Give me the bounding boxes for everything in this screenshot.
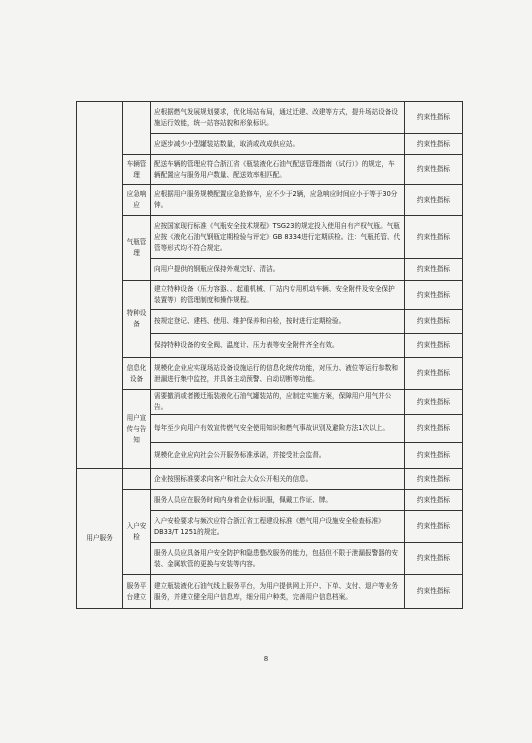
table-row [77, 216, 463, 259]
requirement-cell: 建立特种设备（压力容器、、起重机械、厂站内专用机动车辆、安全附件及安全保护装置等）的管理制度和操作规程。 [151, 281, 405, 310]
table-row [77, 281, 463, 310]
requirement-cell: 规模化企业应实现场站设备设施运行的信息化统传功能，对压力、液位等运行参数和泄漏进行集中监控，并具备主动预警、自动切断等功能。 [151, 358, 405, 390]
nature-cell: 约束性指标 [405, 490, 463, 511]
nature-cell: 约束性指标 [405, 216, 463, 259]
category-cell [77, 102, 123, 469]
requirement-cell: 入户安检要求与频次应符合浙江省工程建设标准《燃气用户设施安全检查标准》DB33/T 1251的规定。 [151, 511, 405, 543]
subcategory-cell: 信息化设备 [123, 358, 151, 390]
nature-cell: 约束性指标 [405, 443, 463, 469]
requirement-cell: 需要撤消或者搬迁瓶装液化石油气罐装站的，应制定实施方案，保障用户用气并公告。 [151, 390, 405, 415]
subcategory-cell: 车辆管理 [123, 155, 151, 185]
requirement-cell: 应根据用户服务规模配置应急抢修车，应不少于2辆，应急响应时间应小于等于30分钟。 [151, 185, 405, 216]
requirement-cell: 按规定登记、建档、使用、维护保养和自检，按时进行定期检验。 [151, 310, 405, 334]
subcategory-cell: 应急响应 [123, 185, 151, 216]
table-row [77, 469, 463, 490]
table-row [77, 358, 463, 390]
subcategory-cell: 气瓶管理 [123, 216, 151, 281]
requirement-cell: 服务人员应在服务时间内身着企业标识服，佩戴工作证、牌。 [151, 490, 405, 511]
page-number: 8 [263, 655, 269, 663]
requirement-cell: 配送车辆的管理应符合浙江省《瓶装液化石油气配送管理指南（试行）》的规定，车辆配置应与服务用户数量、配送效率相匹配。 [151, 155, 405, 185]
requirement-cell: 应按国家现行标准《气瓶安全技术规程》TSG23的规定投入使用自有产权气瓶。气瓶应按《液化石油气钢瓶定期检验与评定》GB 8334进行定期质检。注：气瓶托管、代管等形式均不符合规定。 [151, 216, 405, 259]
nature-cell: 约束性指标 [405, 185, 463, 216]
table-row [77, 490, 463, 511]
table-row [77, 390, 463, 415]
nature-cell: 约束性指标 [405, 102, 463, 134]
nature-cell: 约束性指标 [405, 390, 463, 415]
nature-cell: 约束性指标 [405, 575, 463, 609]
nature-cell: 约束性指标 [405, 155, 463, 185]
nature-cell: 约束性指标 [405, 334, 463, 358]
table-row [77, 102, 463, 134]
requirements-table [76, 101, 463, 609]
subcategory-cell: 服务平台建立 [123, 575, 151, 609]
nature-cell: 约束性指标 [405, 543, 463, 575]
subcategory-cell [123, 102, 151, 155]
nature-cell: 约束性指标 [405, 469, 463, 490]
requirement-cell: 应逐步减少小型罐装站数量，取消或改成供应站。 [151, 134, 405, 155]
table-row [77, 575, 463, 609]
nature-cell: 约束性指标 [405, 259, 463, 281]
subcategory-cell: 用户宣传与告知 [123, 390, 151, 469]
table-row [77, 185, 463, 216]
nature-cell: 约束性指标 [405, 358, 463, 390]
requirement-cell: 规模化企业应向社会公开服务标准承诺，并接受社会监督。 [151, 443, 405, 469]
nature-cell: 约束性指标 [405, 310, 463, 334]
requirement-cell: 企业按照标准要求向客户和社会大众公开相关的信息。 [151, 469, 405, 490]
subcategory-cell: 入户安检 [123, 490, 151, 575]
nature-cell: 约束性指标 [405, 134, 463, 155]
table-row [77, 155, 463, 185]
requirement-cell: 向用户提供的钢瓶应保持外观完好、清洁。 [151, 259, 405, 281]
nature-cell: 约束性指标 [405, 511, 463, 543]
subcategory-cell [123, 469, 151, 490]
subcategory-cell: 特种设备 [123, 281, 151, 358]
requirement-cell: 保持特种设备的安全阀、温度计、压力表等安全附件齐全有效。 [151, 334, 405, 358]
nature-cell: 约束性指标 [405, 415, 463, 443]
requirement-cell: 建立瓶装液化石油气线上服务平台，为用户提供网上开户、下单、支付、退户等业务服务，并建立健全用户信息库，细分用户种类，完善用户信息档案。 [151, 575, 405, 609]
requirement-cell: 应根据燃气发展规划要求，优化场站布局，通过迁建、改建等方式，提升场站设备设施运行效能，统一站容站貌和形象标识。 [151, 102, 405, 134]
category-label-cell: 用户服务 [77, 469, 123, 609]
nature-cell: 约束性指标 [405, 281, 463, 310]
requirement-cell: 服务人员应具备用户安全防护和隐患整改服务的能力，包括但不限于泄漏报警器的安装、金属软管的更换与安装等内容。 [151, 543, 405, 575]
requirement-cell: 每年至少向用户有效宣传燃气安全使用知识和燃气事故识别及避险方法1次以上。 [151, 415, 405, 443]
